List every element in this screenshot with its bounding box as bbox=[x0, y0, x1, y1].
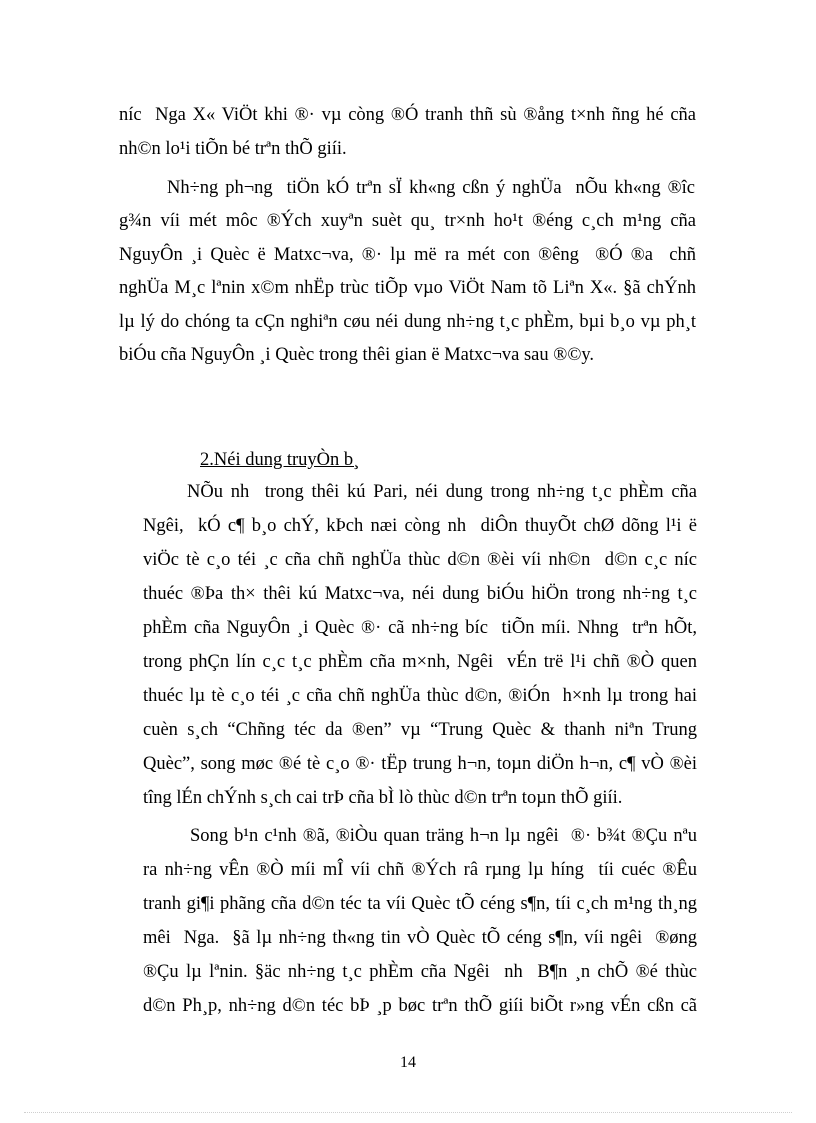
text-line: ra nh÷ng vÊn ®Ò míi mÎ víi chñ ®Ých râ rµng lµ híng tíi cuéc ®Êu bbox=[143, 860, 697, 880]
text-line: Ngêi, kÓ c¶ b¸o chÝ, kÞch næi còng nh diÔn thuyÕt chØ dõng l¹i ë bbox=[143, 516, 697, 536]
text-line: tîng lÉn chÝnh s¸ch cai trÞ cña bÌ lò thùc d©n trªn toµn thÕ giíi. bbox=[143, 788, 623, 808]
text-line: níc Nga X« ViÖt khi ®· vµ còng ®Ó tranh thñ sù ®ång t×nh ñng hé cña bbox=[119, 105, 696, 125]
text-line: thuéc lµ tè c¸o téi ¸c cña chñ nghÜa thùc d©n, ®iÓn h×nh lµ trong hai bbox=[143, 686, 697, 706]
page-number: 14 bbox=[400, 1054, 416, 1071]
text-line: biÓu cña NguyÔn ¸i Quèc trong thêi gian ë Matxc¬va sau ®©y. bbox=[119, 345, 595, 365]
text-line: cuèn s¸ch “Chñng téc da ®en” vµ “Trung Quèc & thanh niªn Trung bbox=[143, 720, 697, 740]
text-line: NÕu nh trong thêi kú Pari, néi dung trong nh÷ng t¸c phÈm cña bbox=[187, 482, 697, 502]
text-line: Song b¹n c¹nh ®ã, ®iÒu quan träng h¬n lµ ngêi ®· b¾t ®Çu nªu bbox=[190, 826, 697, 846]
text-line: tranh gi¶i phãng cña d©n téc ta víi Quèc tÕ céng s¶n, tíi c¸ch m¹ng th¸ng bbox=[143, 894, 697, 914]
text-line: viÖc tè c¸o téi ¸c cña chñ nghÜa thùc d©n ®èi víi nh©n d©n c¸c níc bbox=[143, 550, 697, 570]
text-line: Quèc”, song møc ®é tè c¸o ®· tËp trung h¬n, toµn diÖn h¬n, c¶ vÒ ®èi bbox=[143, 754, 697, 774]
text-line: thuéc ®Þa th× thêi kú Matxc¬va, néi dung biÓu hiÖn trong nh÷ng t¸c bbox=[143, 584, 697, 604]
text-line: phÈm cña NguyÔn ¸i Quèc ®· cã nh÷ng bíc tiÕn míi. Nhng trªn hÕt, bbox=[143, 618, 697, 638]
text-line: nghÜa M¸c lªnin x©m nhËp trùc tiÕp vµo ViÖt Nam tõ Liªn X«. §ã chÝnh bbox=[119, 278, 696, 298]
text-line: mêi Nga. §ã lµ nh÷ng th«ng tin vÒ Quèc tÕ céng s¶n, víi ngêi ®øng bbox=[143, 928, 697, 948]
text-line: g¾n víi mét môc ®Ých xuyªn suèt qu¸ tr×nh ho¹t ®éng c¸ch m¹ng cña bbox=[119, 211, 696, 231]
text-line: ®Çu lµ lªnin. §äc nh÷ng t¸c phÈm cña Ngêi nh B¶n ¸n chÕ ®é thùc bbox=[143, 962, 697, 982]
text-line: nh©n lo¹i tiÕn bé trªn thÕ giíi. bbox=[119, 139, 347, 159]
text-line: d©n Ph¸p, nh÷ng d©n téc bÞ ¸p bøc trªn thÕ giíi biÕt r»ng vÉn cßn cã bbox=[143, 996, 697, 1016]
text-line: trong phÇn lín c¸c t¸c phÈm cña m×nh, Ngêi vÉn trë l¹i chñ ®Ò quen bbox=[143, 652, 697, 672]
page-bottom-divider bbox=[24, 1112, 792, 1113]
text-line: Nh÷ng ph¬ng tiÖn kÓ trªn sÏ kh«ng cßn ý nghÜa nÕu kh«ng ®îc bbox=[167, 178, 695, 198]
text-line: lµ lý do chóng ta cÇn nghiªn cøu néi dung nh÷ng t¸c phÈm, bµi b¸o vµ ph¸t bbox=[119, 312, 696, 332]
section-heading: 2.Néi dung truyÒn b¸ bbox=[200, 450, 360, 470]
text-line: NguyÔn ¸i Quèc ë Matxc¬va, ®· lµ më ra mét con ®êng ®Ó ®a chñ bbox=[119, 245, 696, 265]
